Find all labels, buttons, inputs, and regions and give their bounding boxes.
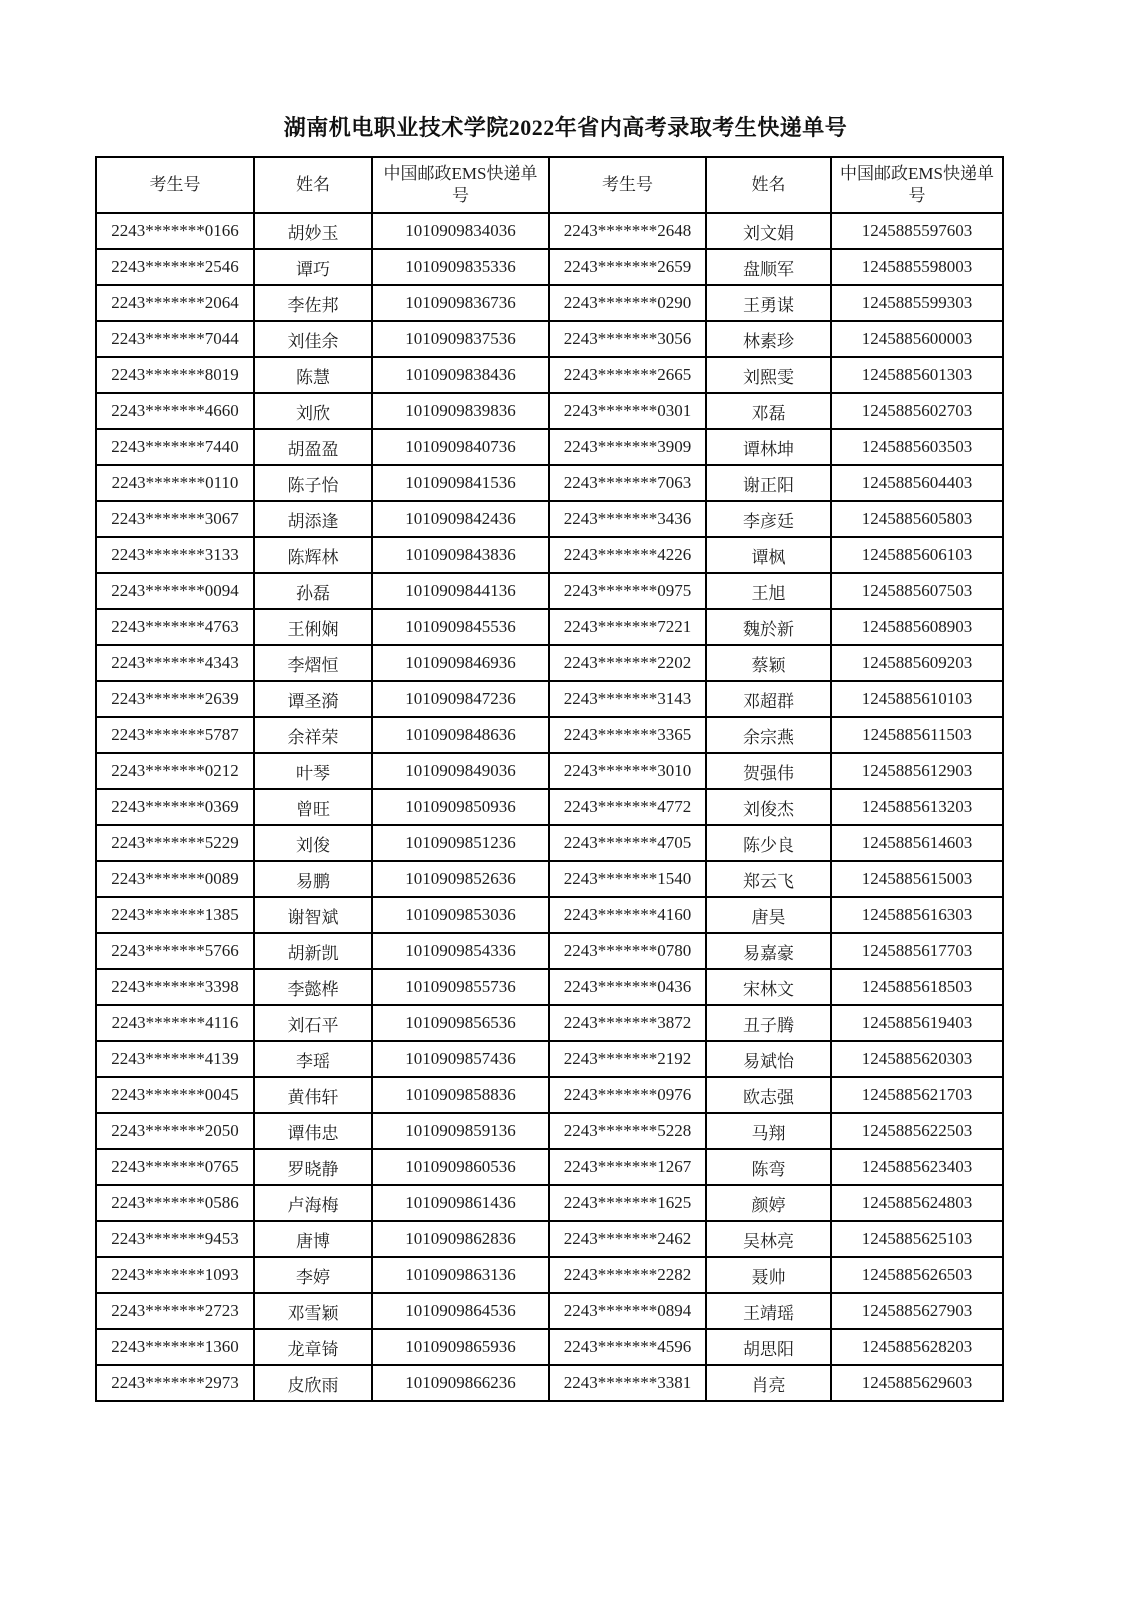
student-name-cell: 刘文娟 — [706, 213, 831, 249]
student-name-cell: 聂帅 — [706, 1257, 831, 1293]
ems-number-cell: 1245885600003 — [831, 321, 1003, 357]
ems-number-cell: 1245885609203 — [831, 645, 1003, 681]
candidate-id-cell: 2243*******7044 — [96, 321, 254, 357]
ems-number-cell: 1245885620303 — [831, 1041, 1003, 1077]
candidate-id-cell: 2243*******1093 — [96, 1257, 254, 1293]
candidate-id-cell: 2243*******0290 — [549, 285, 706, 321]
ems-number-cell: 1245885628203 — [831, 1329, 1003, 1365]
student-name-cell: 易鹏 — [254, 861, 372, 897]
student-name-cell: 盘顺军 — [706, 249, 831, 285]
student-name-cell: 余祥荣 — [254, 717, 372, 753]
student-name-cell: 皮欣雨 — [254, 1365, 372, 1401]
candidate-id-cell: 2243*******5228 — [549, 1113, 706, 1149]
candidate-id-cell: 2243*******1360 — [96, 1329, 254, 1365]
candidate-id-cell: 2243*******1625 — [549, 1185, 706, 1221]
candidate-id-cell: 2243*******7063 — [549, 465, 706, 501]
candidate-id-cell: 2243*******0780 — [549, 933, 706, 969]
table-body — [96, 213, 1003, 1401]
table-row — [96, 1077, 1003, 1113]
page-title: 湖南机电职业技术学院2022年省内高考录取考生快递单号 — [283, 115, 848, 140]
student-name-cell: 易嘉豪 — [706, 933, 831, 969]
student-name-cell: 李熠恒 — [254, 645, 372, 681]
student-name-cell: 叶琴 — [254, 753, 372, 789]
candidate-id-cell: 2243*******4160 — [549, 897, 706, 933]
student-name-cell: 谭林坤 — [706, 429, 831, 465]
student-name-cell: 郑云飞 — [706, 861, 831, 897]
table-row — [96, 1221, 1003, 1257]
candidate-id-cell: 2243*******7221 — [549, 609, 706, 645]
candidate-id-cell: 2243*******3398 — [96, 969, 254, 1005]
student-name-cell: 孙磊 — [254, 573, 372, 609]
candidate-id-cell: 2243*******9453 — [96, 1221, 254, 1257]
ems-number-cell: 1245885623403 — [831, 1149, 1003, 1185]
candidate-id-cell: 2243*******0110 — [96, 465, 254, 501]
ems-number-cell: 1245885616303 — [831, 897, 1003, 933]
ems-number-cell: 1245885612903 — [831, 753, 1003, 789]
student-name-cell: 王靖瑶 — [706, 1293, 831, 1329]
candidate-id-cell: 2243*******0976 — [549, 1077, 706, 1113]
candidate-id-cell: 2243*******3067 — [96, 501, 254, 537]
candidate-id-cell: 2243*******0586 — [96, 1185, 254, 1221]
table-row — [96, 249, 1003, 285]
ems-number-cell: 1245885619403 — [831, 1005, 1003, 1041]
candidate-id-cell: 2243*******4226 — [549, 537, 706, 573]
candidate-id-cell: 2243*******2282 — [549, 1257, 706, 1293]
student-name-cell: 谭枫 — [706, 537, 831, 573]
table-row — [96, 609, 1003, 645]
table-row — [96, 933, 1003, 969]
table-row — [96, 1113, 1003, 1149]
student-name-cell: 谭圣漪 — [254, 681, 372, 717]
ems-number-cell: 1010909854336 — [372, 933, 549, 969]
header-row — [96, 157, 1003, 213]
student-name-cell: 唐昊 — [706, 897, 831, 933]
ems-number-cell: 1010909844136 — [372, 573, 549, 609]
student-name-cell: 吴林亮 — [706, 1221, 831, 1257]
candidate-id-cell: 2243*******3381 — [549, 1365, 706, 1401]
student-name-cell: 王俐娴 — [254, 609, 372, 645]
student-name-cell: 陈弯 — [706, 1149, 831, 1185]
student-name-cell: 邓超群 — [706, 681, 831, 717]
table-row — [96, 573, 1003, 609]
candidate-id-cell: 2243*******0045 — [96, 1077, 254, 1113]
table-row — [96, 501, 1003, 537]
ems-number-cell: 1245885622503 — [831, 1113, 1003, 1149]
table-row — [96, 1293, 1003, 1329]
student-name-cell: 刘俊杰 — [706, 789, 831, 825]
student-name-cell: 陈少良 — [706, 825, 831, 861]
ems-number-cell: 1010909837536 — [372, 321, 549, 357]
candidate-id-cell: 2243*******3010 — [549, 753, 706, 789]
student-name-cell: 刘熙雯 — [706, 357, 831, 393]
column-header-ems-number: 中国邮政EMS快递单号 — [372, 157, 549, 213]
ems-number-cell: 1010909861436 — [372, 1185, 549, 1221]
ems-number-cell: 1010909839836 — [372, 393, 549, 429]
student-name-cell: 刘俊 — [254, 825, 372, 861]
ems-number-cell: 1010909865936 — [372, 1329, 549, 1365]
ems-number-cell: 1010909858836 — [372, 1077, 549, 1113]
table-row — [96, 1149, 1003, 1185]
candidate-id-cell: 2243*******2665 — [549, 357, 706, 393]
candidate-id-cell: 2243*******0436 — [549, 969, 706, 1005]
column-header-candidate-id: 考生号 — [549, 157, 706, 213]
ems-number-cell: 1010909848636 — [372, 717, 549, 753]
student-name-cell: 刘欣 — [254, 393, 372, 429]
ems-number-cell: 1010909834036 — [372, 213, 549, 249]
student-name-cell: 王勇谋 — [706, 285, 831, 321]
student-name-cell: 黄伟轩 — [254, 1077, 372, 1113]
ems-number-cell: 1010909866236 — [372, 1365, 549, 1401]
candidate-id-cell: 2243*******0975 — [549, 573, 706, 609]
student-name-cell: 谭巧 — [254, 249, 372, 285]
ems-number-cell: 1245885617703 — [831, 933, 1003, 969]
candidate-id-cell: 2243*******4660 — [96, 393, 254, 429]
candidate-id-cell: 2243*******2546 — [96, 249, 254, 285]
table-row — [96, 1185, 1003, 1221]
ems-number-cell: 1245885605803 — [831, 501, 1003, 537]
student-name-cell: 胡添逢 — [254, 501, 372, 537]
ems-number-cell: 1245885624803 — [831, 1185, 1003, 1221]
ems-number-cell: 1245885606103 — [831, 537, 1003, 573]
roster-table — [95, 156, 1004, 1402]
student-name-cell: 胡新凯 — [254, 933, 372, 969]
student-name-cell: 李佐邦 — [254, 285, 372, 321]
candidate-id-cell: 2243*******4705 — [549, 825, 706, 861]
ems-number-cell: 1245885610103 — [831, 681, 1003, 717]
table-row — [96, 1005, 1003, 1041]
ems-number-cell: 1010909850936 — [372, 789, 549, 825]
table-row — [96, 393, 1003, 429]
table-row — [96, 717, 1003, 753]
candidate-id-cell: 2243*******0894 — [549, 1293, 706, 1329]
column-header-ems-number: 中国邮政EMS快递单号 — [831, 157, 1003, 213]
table-row — [96, 789, 1003, 825]
ems-number-cell: 1245885604403 — [831, 465, 1003, 501]
student-name-cell: 胡盈盈 — [254, 429, 372, 465]
student-name-cell: 陈慧 — [254, 357, 372, 393]
table-row — [96, 465, 1003, 501]
student-name-cell: 林素珍 — [706, 321, 831, 357]
student-name-cell: 胡妙玉 — [254, 213, 372, 249]
ems-number-cell: 1010909864536 — [372, 1293, 549, 1329]
student-name-cell: 肖亮 — [706, 1365, 831, 1401]
candidate-id-cell: 2243*******0089 — [96, 861, 254, 897]
ems-number-cell: 1010909855736 — [372, 969, 549, 1005]
candidate-id-cell: 2243*******4116 — [96, 1005, 254, 1041]
ems-number-cell: 1245885621703 — [831, 1077, 1003, 1113]
ems-number-cell: 1010909836736 — [372, 285, 549, 321]
student-name-cell: 曾旺 — [254, 789, 372, 825]
student-name-cell: 邓雪颖 — [254, 1293, 372, 1329]
student-name-cell: 唐博 — [254, 1221, 372, 1257]
table-row — [96, 429, 1003, 465]
table-row — [96, 753, 1003, 789]
ems-number-cell: 1245885598003 — [831, 249, 1003, 285]
table-row — [96, 861, 1003, 897]
table-row — [96, 897, 1003, 933]
ems-number-cell: 1010909847236 — [372, 681, 549, 717]
candidate-id-cell: 2243*******7440 — [96, 429, 254, 465]
candidate-id-cell: 2243*******2973 — [96, 1365, 254, 1401]
ems-number-cell: 1245885607503 — [831, 573, 1003, 609]
candidate-id-cell: 2243*******2462 — [549, 1221, 706, 1257]
student-name-cell: 陈辉林 — [254, 537, 372, 573]
student-name-cell: 谢正阳 — [706, 465, 831, 501]
column-header-candidate-id: 考生号 — [96, 157, 254, 213]
candidate-id-cell: 2243*******4772 — [549, 789, 706, 825]
ems-number-cell: 1010909849036 — [372, 753, 549, 789]
student-name-cell: 卢海梅 — [254, 1185, 372, 1221]
ems-number-cell: 1010909856536 — [372, 1005, 549, 1041]
student-name-cell: 刘佳余 — [254, 321, 372, 357]
candidate-id-cell: 2243*******3056 — [549, 321, 706, 357]
table-row — [96, 213, 1003, 249]
ems-number-cell: 1010909863136 — [372, 1257, 549, 1293]
ems-number-cell: 1245885602703 — [831, 393, 1003, 429]
table-row — [96, 357, 1003, 393]
candidate-id-cell: 2243*******3909 — [549, 429, 706, 465]
ems-number-cell: 1010909838436 — [372, 357, 549, 393]
candidate-id-cell: 2243*******0166 — [96, 213, 254, 249]
table-row — [96, 321, 1003, 357]
ems-number-cell: 1245885615003 — [831, 861, 1003, 897]
ems-number-cell: 1010909859136 — [372, 1113, 549, 1149]
student-name-cell: 王旭 — [706, 573, 831, 609]
candidate-id-cell: 2243*******0765 — [96, 1149, 254, 1185]
candidate-id-cell: 2243*******1267 — [549, 1149, 706, 1185]
student-name-cell: 李彦廷 — [706, 501, 831, 537]
student-name-cell: 陈子怡 — [254, 465, 372, 501]
ems-number-cell: 1245885597603 — [831, 213, 1003, 249]
table-row — [96, 1365, 1003, 1401]
candidate-id-cell: 2243*******2648 — [549, 213, 706, 249]
candidate-id-cell: 2243*******4596 — [549, 1329, 706, 1365]
ems-number-cell: 1245885618503 — [831, 969, 1003, 1005]
student-name-cell: 魏於新 — [706, 609, 831, 645]
candidate-id-cell: 2243*******2064 — [96, 285, 254, 321]
table-row — [96, 681, 1003, 717]
student-name-cell: 宋林文 — [706, 969, 831, 1005]
table-row — [96, 1257, 1003, 1293]
candidate-id-cell: 2243*******2192 — [549, 1041, 706, 1077]
ems-number-cell: 1010909841536 — [372, 465, 549, 501]
candidate-id-cell: 2243*******3872 — [549, 1005, 706, 1041]
table-row — [96, 537, 1003, 573]
candidate-id-cell: 2243*******2202 — [549, 645, 706, 681]
student-name-cell: 谭伟忠 — [254, 1113, 372, 1149]
student-name-cell: 李瑶 — [254, 1041, 372, 1077]
table-row — [96, 1041, 1003, 1077]
candidate-id-cell: 2243*******2639 — [96, 681, 254, 717]
candidate-id-cell: 2243*******2723 — [96, 1293, 254, 1329]
ems-number-cell: 1245885611503 — [831, 717, 1003, 753]
candidate-id-cell: 2243*******0369 — [96, 789, 254, 825]
table-row — [96, 969, 1003, 1005]
student-name-cell: 邓磊 — [706, 393, 831, 429]
candidate-id-cell: 2243*******3143 — [549, 681, 706, 717]
ems-number-cell: 1010909835336 — [372, 249, 549, 285]
student-name-cell: 罗晓静 — [254, 1149, 372, 1185]
student-name-cell: 李懿桦 — [254, 969, 372, 1005]
student-name-cell: 丑子腾 — [706, 1005, 831, 1041]
ems-number-cell: 1010909846936 — [372, 645, 549, 681]
table-row — [96, 1329, 1003, 1365]
ems-number-cell: 1010909857436 — [372, 1041, 549, 1077]
student-name-cell: 胡思阳 — [706, 1329, 831, 1365]
student-name-cell: 易斌怡 — [706, 1041, 831, 1077]
ems-number-cell: 1010909842436 — [372, 501, 549, 537]
candidate-id-cell: 2243*******0301 — [549, 393, 706, 429]
candidate-id-cell: 2243*******2659 — [549, 249, 706, 285]
student-name-cell: 刘石平 — [254, 1005, 372, 1041]
student-name-cell: 贺强伟 — [706, 753, 831, 789]
column-header-student-name: 姓名 — [706, 157, 831, 213]
candidate-id-cell: 2243*******3133 — [96, 537, 254, 573]
candidate-id-cell: 2243*******3365 — [549, 717, 706, 753]
candidate-id-cell: 2243*******2050 — [96, 1113, 254, 1149]
candidate-id-cell: 2243*******1540 — [549, 861, 706, 897]
student-name-cell: 李婷 — [254, 1257, 372, 1293]
ems-number-cell: 1010909862836 — [372, 1221, 549, 1257]
ems-number-cell: 1010909853036 — [372, 897, 549, 933]
candidate-id-cell: 2243*******4763 — [96, 609, 254, 645]
ems-number-cell: 1010909843836 — [372, 537, 549, 573]
ems-number-cell: 1245885614603 — [831, 825, 1003, 861]
ems-number-cell: 1245885603503 — [831, 429, 1003, 465]
ems-number-cell: 1010909851236 — [372, 825, 549, 861]
ems-number-cell: 1245885608903 — [831, 609, 1003, 645]
candidate-id-cell: 2243*******0094 — [96, 573, 254, 609]
table-row — [96, 825, 1003, 861]
ems-number-cell: 1245885625103 — [831, 1221, 1003, 1257]
ems-number-cell: 1245885613203 — [831, 789, 1003, 825]
candidate-id-cell: 2243*******8019 — [96, 357, 254, 393]
candidate-id-cell: 2243*******5766 — [96, 933, 254, 969]
ems-number-cell: 1010909852636 — [372, 861, 549, 897]
ems-number-cell: 1010909845536 — [372, 609, 549, 645]
candidate-id-cell: 2243*******5787 — [96, 717, 254, 753]
candidate-id-cell: 2243*******4139 — [96, 1041, 254, 1077]
ems-number-cell: 1010909860536 — [372, 1149, 549, 1185]
ems-number-cell: 1010909840736 — [372, 429, 549, 465]
candidate-id-cell: 2243*******0212 — [96, 753, 254, 789]
table-row — [96, 645, 1003, 681]
student-name-cell: 谢智斌 — [254, 897, 372, 933]
ems-number-cell: 1245885627903 — [831, 1293, 1003, 1329]
table-row — [96, 285, 1003, 321]
student-name-cell: 龙章锜 — [254, 1329, 372, 1365]
ems-number-cell: 1245885629603 — [831, 1365, 1003, 1401]
candidate-id-cell: 2243*******3436 — [549, 501, 706, 537]
student-name-cell: 颜婷 — [706, 1185, 831, 1221]
candidate-id-cell: 2243*******5229 — [96, 825, 254, 861]
student-name-cell: 蔡颖 — [706, 645, 831, 681]
column-header-student-name: 姓名 — [254, 157, 372, 213]
candidate-id-cell: 2243*******1385 — [96, 897, 254, 933]
ems-number-cell: 1245885626503 — [831, 1257, 1003, 1293]
student-name-cell: 马翔 — [706, 1113, 831, 1149]
candidate-id-cell: 2243*******4343 — [96, 645, 254, 681]
student-name-cell: 欧志强 — [706, 1077, 831, 1113]
ems-number-cell: 1245885599303 — [831, 285, 1003, 321]
student-name-cell: 余宗燕 — [706, 717, 831, 753]
ems-number-cell: 1245885601303 — [831, 357, 1003, 393]
